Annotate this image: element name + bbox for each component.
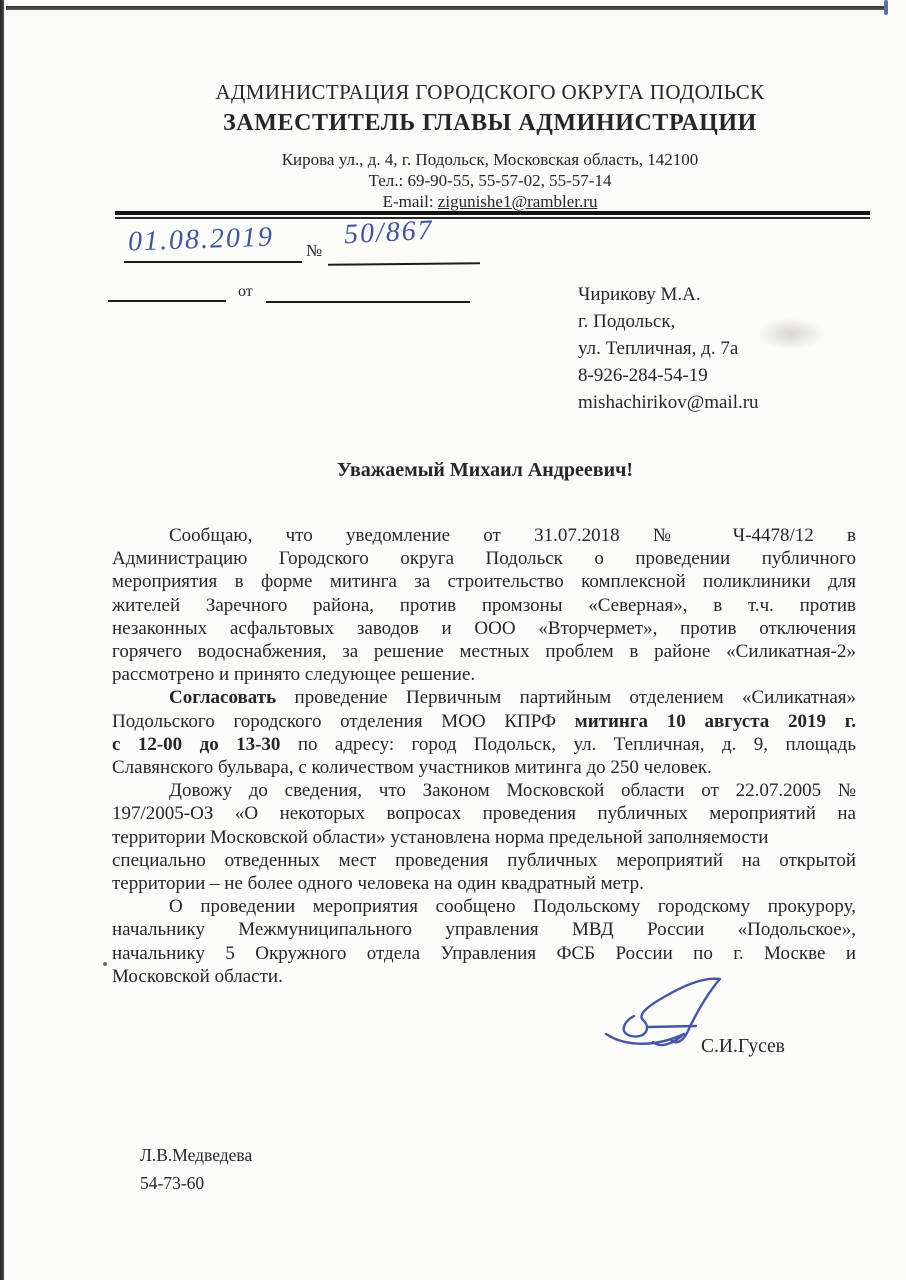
body-line (112, 686, 856, 709)
body-text: по адресу: город Подольск, ул. Тепличная, д. 9, площадь (297, 733, 856, 755)
body-text: Сообщаю, что уведомление от 31.07.2018 № Ч-4478/12 в (169, 525, 856, 546)
recipient-block (578, 281, 759, 416)
body-text: территории – не более одного человека на один квадратный метр. (112, 873, 644, 895)
body-text: проведение Первичным партийным отделением «Силикатная» (294, 687, 856, 709)
letterhead-address: Кирова ул., д. 4, г. Подольск, Московская область, 142100 (281, 150, 699, 169)
body-text: Довожу до сведения, что Законом Московской области от 22.07.2005 № (169, 780, 856, 802)
body-line (112, 570, 856, 593)
executor-phone: 54-73-60 (140, 1173, 205, 1193)
number-sign: № (306, 241, 323, 260)
handwritten-date: 01.08.2019 (127, 221, 275, 258)
body-line (112, 918, 856, 941)
number-underline (328, 262, 480, 266)
email-label: E-mail: (382, 192, 438, 211)
body-text: начальнику Межмуниципального управления МВД России «Подольское», (112, 919, 856, 941)
body-text: 197/2005-ОЗ «О некоторых вопросах проведения публичных мероприятий на (112, 803, 856, 825)
recipient-line: г. Подольск, (578, 311, 676, 332)
body-line (112, 779, 856, 802)
body-paragraphs (112, 524, 856, 988)
body-line (112, 710, 856, 733)
body-text: жителей Заречного района, против промзоны «Северная», в т.ч. против (112, 594, 856, 616)
recipient-line: 8-926-284-54-19 (578, 365, 708, 386)
body-line (112, 872, 856, 895)
body-text-bold: Согласовать (169, 687, 295, 709)
handwritten-number: 50/867 (343, 214, 435, 251)
body-text: рассмотрено и принято следующее решение. (112, 664, 476, 686)
body-line (112, 849, 856, 872)
body-line (112, 524, 856, 547)
recipient-line: ул. Тепличная, д. 7а (578, 338, 739, 359)
body-line (112, 617, 856, 640)
body-line (112, 547, 856, 570)
body-line (112, 594, 856, 617)
body-line (112, 640, 856, 663)
body-text: Администрацию Городского округа Подольск о проведении публичного (112, 548, 856, 570)
executor-name: Л.В.Медведева (140, 1145, 253, 1165)
body-line (112, 942, 856, 965)
body-text: горячего водоснабжения, за решение местных проблем в районе «Силикатная-2» (112, 641, 856, 663)
body-text: О проведении мероприятия сообщено Подольскому городскому прокурору, (169, 896, 856, 918)
body-line (112, 826, 856, 849)
recipient-line: Чирикову М.А. (578, 284, 701, 305)
body-line (112, 756, 856, 779)
body-text: незаконных асфальтовых заводов и ООО «Вторчермет», против отключения (112, 617, 856, 639)
signer-name: С.И.Гусев (701, 1036, 785, 1057)
letterhead-rule-thick (115, 211, 870, 215)
body-text: территории Московской области» установлена норма предельной заполняемости (112, 826, 769, 848)
body-line (112, 895, 856, 918)
scan-edge-left (0, 0, 4, 1280)
body-text: Московской области. (112, 965, 283, 987)
date-underline (124, 261, 302, 263)
letterhead-phone: Тел.: 69-90-55, 55-57-02, 55-57-14 (368, 171, 612, 190)
scan-edge-top (6, 6, 886, 10)
body-line (112, 663, 856, 686)
scan-smudge (757, 318, 825, 350)
body-text: специально отведенных мест проведения публичных мероприятий на открытой (112, 849, 856, 871)
body-line (112, 802, 856, 825)
letterhead-email (90, 192, 890, 212)
letterhead-organization: АДМИНИСТРАЦИЯ ГОРОДСКОГО ОКРУГА ПОДОЛЬСК (215, 80, 765, 104)
email-address: zigunishe1@rambler.ru (437, 192, 598, 211)
letterhead-rule-thin (115, 217, 870, 219)
from-label: от (238, 283, 253, 300)
body-text: начальнику 5 Окружного отдела Управления ФСБ России по г. Москве и (112, 942, 856, 964)
executor-block (140, 1141, 252, 1197)
scan-speck (103, 962, 107, 966)
body-line (112, 733, 856, 756)
letterhead-title: ЗАМЕСТИТЕЛЬ ГЛАВЫ АДМИНИСТРАЦИИ (223, 110, 757, 136)
body-text: Славянского бульвара, с количеством участников митинга до 250 человек. (112, 757, 712, 779)
recipient-line: mishachirikov@mail.ru (578, 392, 759, 413)
body-text-bold: митинга 10 августа 2019 г. (574, 710, 856, 732)
blank-underline-left (108, 300, 226, 302)
scan-blue-mark (884, 0, 888, 15)
blank-underline-right (266, 301, 470, 303)
body-text-bold: с 12-00 до 13-30 (112, 733, 298, 755)
body-text: мероприятия в форме митинга за строительство комплексной поликлиники для (112, 571, 856, 593)
salutation: Уважаемый Михаил Андреевич! (336, 459, 634, 481)
body-text: Подольского городского отделения МОО КПРФ (112, 710, 575, 732)
